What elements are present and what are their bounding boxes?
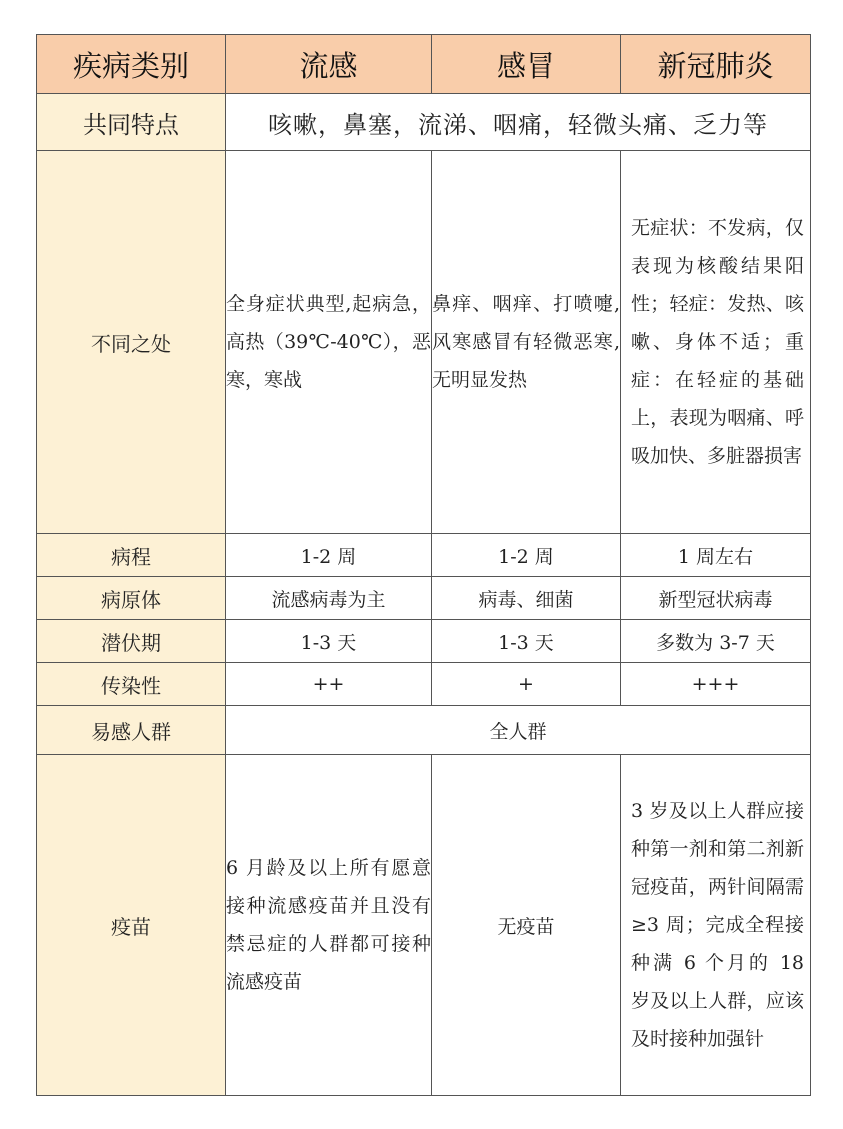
row-common <box>37 94 811 151</box>
disease-comparison-table <box>36 34 811 1096</box>
header-covid: 新冠肺炎 <box>621 35 811 94</box>
population-value: 全人群 <box>226 706 811 755</box>
label-common: 共同特点 <box>37 94 226 151</box>
row-differences <box>37 151 811 534</box>
label-differences: 不同之处 <box>37 151 226 534</box>
vaccine-covid: 3 岁及以上人群应接种第一剂和第二剂新冠疫苗，两针间隔需≥3 周；完成全程接种满 6 个月的 18 岁及以上人群，应该及时接种加强针 <box>621 755 811 1096</box>
row-course <box>37 534 811 577</box>
incubation-cold: 1-3 天 <box>432 620 621 663</box>
label-population: 易感人群 <box>37 706 226 755</box>
contagion-cold: + <box>432 663 621 706</box>
vaccine-cold: 无疫苗 <box>432 755 621 1096</box>
header-row <box>37 35 811 94</box>
label-pathogen: 病原体 <box>37 577 226 620</box>
row-vaccine <box>37 755 811 1096</box>
incubation-covid: 多数为 3-7 天 <box>621 620 811 663</box>
row-incubation <box>37 620 811 663</box>
row-contagion <box>37 663 811 706</box>
header-cold: 感冒 <box>432 35 621 94</box>
contagion-covid: +++ <box>621 663 811 706</box>
course-flu: 1-2 周 <box>226 534 432 577</box>
course-covid: 1 周左右 <box>621 534 811 577</box>
pathogen-flu: 流感病毒为主 <box>226 577 432 620</box>
label-incubation: 潜伏期 <box>37 620 226 663</box>
label-contagion: 传染性 <box>37 663 226 706</box>
incubation-flu: 1-3 天 <box>226 620 432 663</box>
differences-covid: 无症状：不发病，仅表现为核酸结果阳性；轻症：发热、咳嗽、身体不适；重症：在轻症的基础上，表现为咽痛、呼吸加快、多脏器损害 <box>621 151 811 534</box>
pathogen-cold: 病毒、细菌 <box>432 577 621 620</box>
header-flu: 流感 <box>226 35 432 94</box>
header-category: 疾病类别 <box>37 35 226 94</box>
vaccine-flu: 6 月龄及以上所有愿意接种流感疫苗并且没有禁忌症的人群都可接种流感疫苗 <box>226 755 432 1096</box>
row-pathogen <box>37 577 811 620</box>
contagion-flu: ++ <box>226 663 432 706</box>
pathogen-covid: 新型冠状病毒 <box>621 577 811 620</box>
differences-flu: 全身症状典型,起病急， 高热（39℃-40℃），恶寒，寒战 <box>226 151 432 534</box>
label-vaccine: 疫苗 <box>37 755 226 1096</box>
row-population <box>37 706 811 755</box>
common-symptoms: 咳嗽，鼻塞，流涕、咽痛，轻微头痛、乏力等 <box>226 94 811 151</box>
course-cold: 1-2 周 <box>432 534 621 577</box>
label-course: 病程 <box>37 534 226 577</box>
differences-cold: 鼻痒、咽痒、打喷嚏,风寒感冒有轻微恶寒,无明显发热 <box>432 151 621 534</box>
